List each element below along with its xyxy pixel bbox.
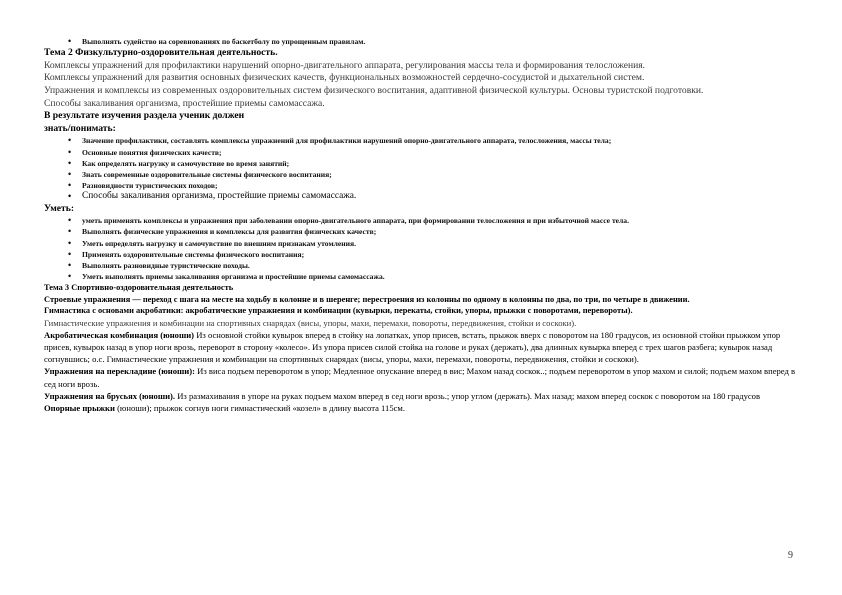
theme3-title: Тема 3 Спортивно-оздоровительная деятельность: [44, 283, 234, 293]
list-item: • Выполнять физические упражнения и комплексы для развития физических качеств;: [44, 226, 802, 237]
list-item: • Применять оздоровительные системы физического воспитания;: [44, 249, 802, 260]
theme2-paragraph-3: Упражнения и комплексы из современных оздоровительных систем физического воспитания, адаптивной физической культуры. Основы туристской подготовки.: [44, 84, 704, 96]
vault-text: (юноши); прыжок согнув ноги гимнастический «козел» в длину высота 115см.: [114, 403, 406, 414]
theme2-paragraph-2: Комплексы упражнений для развития основных физических качеств, функциональных возможностей сердечно-сосудистой и дыхательной систем.: [44, 72, 645, 84]
parallel-bars-text: Из размахивания в упоре на руках подъем махом вперед в сед ноги врозь.; упор углом (держать). Мах назад; махом вперед соскок с поворотом на 180 градусов: [175, 390, 761, 401]
apparatus-paragraph: Гимнастические упражнения и комбинации на спортивных снарядах (висы, упоры, махи, перемахи, повороты, передвижения, стойки и соскоки).: [44, 317, 577, 328]
gymnastics-text: акробатические упражнения и комбинации (кувырки, перекаты, стойки, упоры, прыжки с поворотами, перевороты).: [183, 306, 633, 316]
drill-paragraph: [44, 294, 802, 305]
gymnastics-term: Гимнастика с основами акробатики:: [44, 306, 184, 316]
vault-paragraph: [44, 402, 802, 414]
acrobatic-text: Из основной стойки кувырок вперед в стойку на лопатках, упор присев, встать, прыжок вверх с поворотом на 180 градусов, из основной стойки прыжком упор присев, кувырок назад в упор ноги врозь, переворот в сторону «колесо». Из упора присев силой стойка на голове и руках (держать), два длинных кувырка вперед с трех шагов разбега; кувырок назад согнувшись; о.с. Гимнастические упражнения и комбинации на спортивных снарядах (висы, упоры, махи, перемахи, повороты, передвижения, стойки и соскоки).: [44, 329, 781, 365]
know-list: [44, 135, 802, 202]
list-item: • уметь применять комплексы и упражнения при заболевании опорно-двигательного аппарата, при формировании телосложения и при избыточной массе тела.: [44, 215, 802, 226]
list-item: • Знать современные оздоровительные системы физического воспитания;: [44, 169, 802, 180]
parallel-bars-paragraph: [44, 390, 802, 402]
list-item: • Основные понятия физических качеств;: [44, 147, 802, 158]
list-item: • Уметь определять нагрузку и самочувствие по внешним признакам утомления.: [44, 238, 802, 249]
high-bar-paragraph: [44, 365, 802, 389]
high-bar-text: Из виса подъем переворотом в упор; Медленное опускание вперед в вис; Махом назад соскок..; подъем переворотом в упор махом и силой; подъем махом вперед в сед ноги врозь.: [44, 366, 796, 389]
theme2-paragraph-1: Комплексы упражнений для профилактики нарушений опорно-двигательного аппарата, регулирования массы тела и формирования телосложения.: [44, 59, 646, 71]
list-item: • Как определять нагрузку и самочувствие во время занятий;: [44, 158, 802, 169]
vault-term: Опорные прыжки: [44, 403, 115, 414]
list-item: • Выполнять разновидные туристические походы.: [44, 260, 802, 271]
theme2-title: Тема 2 Физкультурно-оздоровительная деятельность.: [44, 47, 278, 59]
page-number: 9: [788, 550, 793, 561]
bullet-list-judging: [44, 36, 802, 47]
high-bar-term: Упражнения на перекладине (юноши):: [44, 366, 195, 377]
list-item: • Способы закаливания организма, простейшие приемы самомассажа.: [44, 191, 802, 202]
acrobatic-paragraph: [44, 329, 802, 366]
gymnastics-paragraph: [44, 305, 802, 316]
list-item: • Значение профилактики, составлять комплексы упражнений для профилактики нарушений опорно-двигательного аппарата, телосложения, массы тела;: [44, 135, 802, 146]
drill-text: — переход с шага на месте на ходьбу в колонне и в шеренге; перестроения из колонны по одному в колонны по два, по три, по четыре в движении.: [130, 294, 690, 304]
list-item: • Уметь выполнять приемы закаливания организма и простейшие приемы самомассажа.: [44, 271, 802, 282]
can-heading: Уметь:: [44, 202, 75, 214]
theme2-paragraph-4: Способы закаливания организма, простейшие приемы самомассажа.: [44, 97, 325, 109]
result-heading: В результате изучения раздела ученик должен: [44, 110, 245, 122]
drill-term: Строевые упражнения: [44, 294, 131, 304]
can-list: [44, 215, 802, 282]
know-heading: знать/понимать:: [44, 122, 116, 134]
list-item: • Разновидности туристических походов;: [44, 180, 802, 191]
page-content: [44, 36, 802, 414]
acrobatic-term: Акробатическая комбинация (юноши): [44, 329, 195, 340]
parallel-bars-term: Упражнения на брусьях (юноши).: [44, 390, 176, 401]
list-item: • Выполнять судейство на соревнованиях по баскетболу по упрощенным правилам.: [44, 36, 802, 47]
